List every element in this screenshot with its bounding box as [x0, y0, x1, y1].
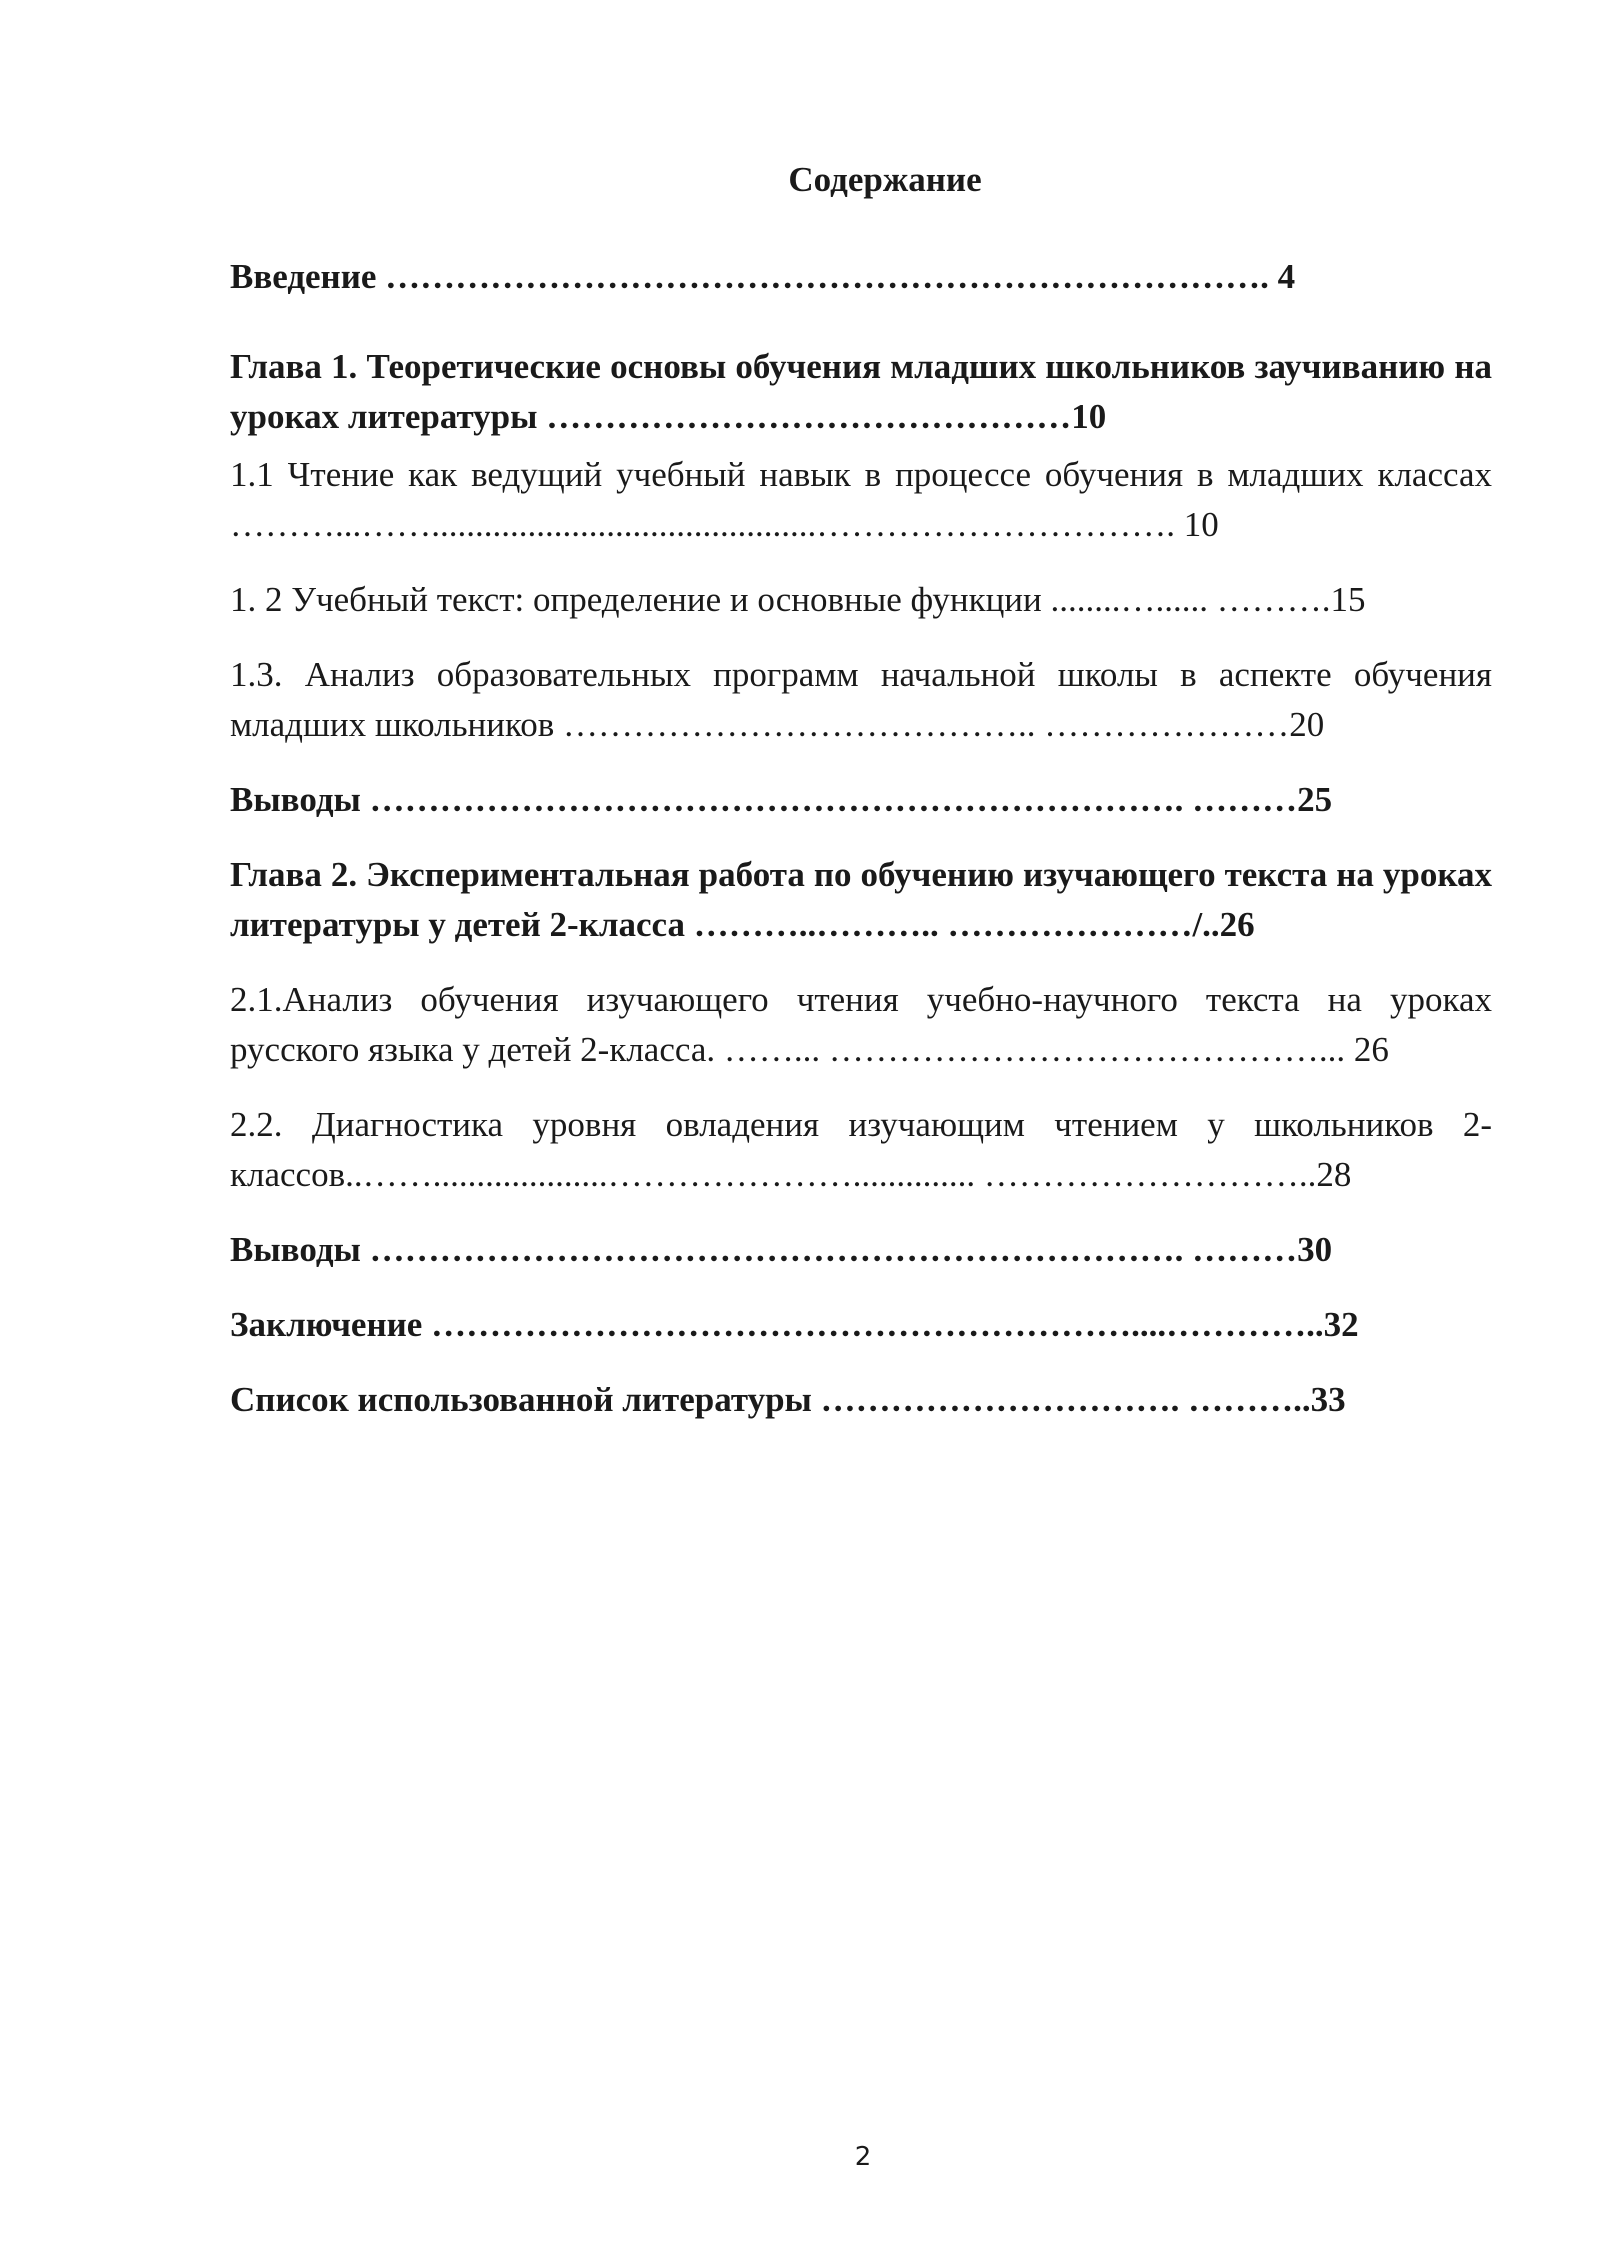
table-of-contents: [230, 252, 1492, 1450]
toc-entry-bibliography: Список использованной литературы …………………………. ………..33: [230, 1380, 1346, 1419]
page-title: Содержание: [788, 160, 982, 199]
page-number: 2: [854, 2142, 872, 2172]
toc-entry-section-1-3: 1.3. Анализ образовательных программ начальной школы в аспекте обучения младших школьников ………………………………….. …………………20: [230, 655, 1492, 744]
toc-entry-section-2-1: 2.1.Анализ обучения изучающего чтения учебно-научного текста на уроках русского языка у детей 2-класса. ……... ……………………………………... 26: [230, 980, 1492, 1069]
toc-entry-section-2-2: 2.2. Диагностика уровня овладения изучающим чтением у школьников 2-классов..……....................………………….............. ………………………..28: [230, 1105, 1492, 1194]
toc-entry-conclusions-2: Выводы ……………………………………………………………. ………30: [230, 1230, 1333, 1269]
toc-entry-chapter-1: Глава 1. Теоретические основы обучения младших школьников заучиванию на уроках литературы ………………………………………10: [230, 347, 1492, 436]
toc-entry-conclusions-1: Выводы ……………………………………………………………. ………25: [230, 780, 1333, 819]
toc-entry-conclusion: Заключение ……………………………………………………....…………..32: [230, 1305, 1359, 1344]
toc-entry-section-1-1: 1.1 Чтение как ведущий учебный навык в процессе обучения в младших классах ………...……............................................…………………………. 10: [230, 455, 1492, 544]
toc-entry-section-1-2: 1. 2 Учебный текст: определение и основные функции ........…...... ……….15: [230, 580, 1366, 619]
toc-entry-introduction: Введение …………………………………………………………………. 4: [230, 257, 1296, 296]
toc-entry-chapter-2: Глава 2. Экспериментальная работа по обучению изучающего текста на уроках литературы у детей 2-класса ………..……….. …………………/..26: [230, 855, 1492, 944]
